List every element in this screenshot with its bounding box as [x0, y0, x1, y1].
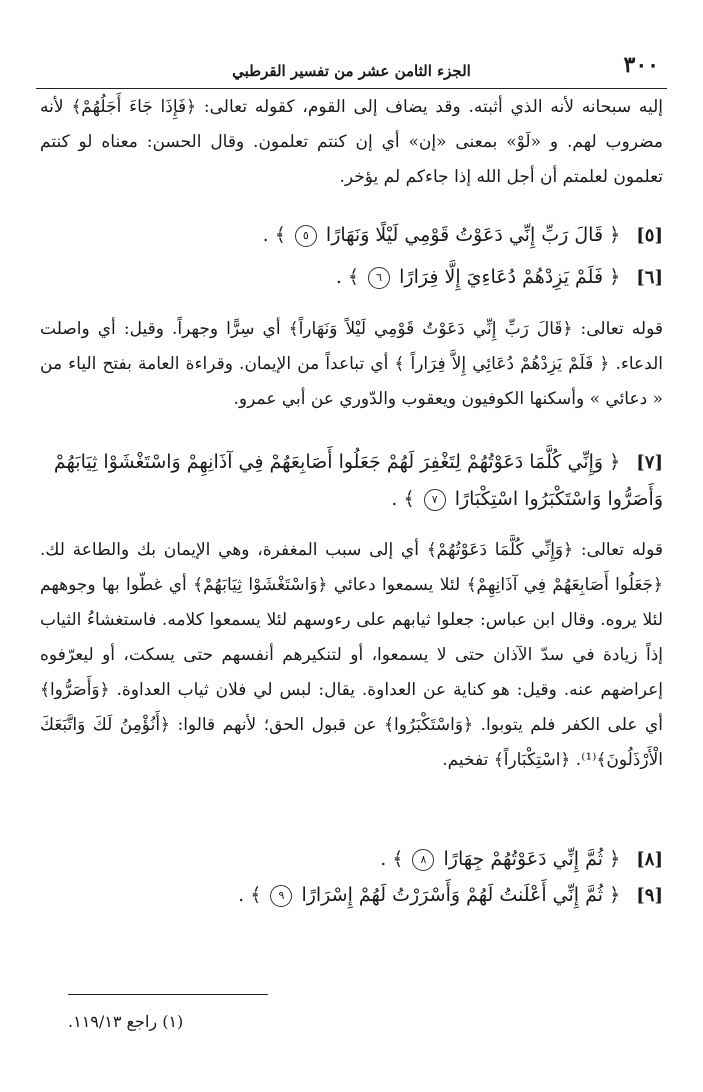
verse-text: ﴿ وَإِنِّي كُلَّمَا دَعَوْتُهُمْ لِتَغْفِرَ لَهُمْ جَعَلُوا أَصَابِعَهُمْ فِي آذَانِهِمْ وَاسْتَغْشَوْا ثِيَابَهُمْ وَأَصَرُّوا وَاسْتَكْبَرُوا اسْتِكْبَارًا — [53, 451, 663, 510]
commentary-paragraph-1: إليه سبحانه لأنه الذي أثبته. وقد يضاف إلى القوم، كقوله تعالى: ﴿فَإِذَا جَاءَ أَجَلُهُمْ﴾ لأنه مضروب لهم. و «لَوْ» بمعنى «إن» أي إن كنتم تعلمون. وقال الحسن: معناه لو كنتم تعلمون لعلمتم أن أجل الله إذا جاءكم لم يؤخر. — [40, 97, 663, 187]
ayah-end-marker: ٦ — [368, 267, 390, 289]
verse-close: ﴾ . — [335, 266, 360, 288]
commentary-paragraph-2: قوله تعالى: ﴿قَالَ رَبِّ إِنِّي دَعَوْتُ قَوْمِي لَيْلاً وَنَهَاراً﴾ أي سِرًّا وجهراً. وقيل: أي واصلت الدعاء. ﴿ فَلَمْ يَزِدْهُمْ دُعَائِي إِلاَّ فِرَاراً ﴾ أي تباعداً من الإيمان. وقراءة العامة بفتح الياء من « دعائي » وأسكنها الكوفيون ويعقوب والدّوري عن أبي عمرو. — [40, 319, 663, 409]
verse-close: ﴾ . — [380, 848, 404, 870]
verse-6 — [40, 266, 663, 289]
verse-number: [٨] — [636, 849, 663, 870]
verse-7 — [40, 444, 663, 517]
verse-text: ﴿ ثُمَّ إِنِّي أَعْلَنتُ لَهُمْ وَأَسْرَرْتُ لَهُمْ إِسْرَارًا — [301, 884, 621, 906]
verse-number: [٩] — [636, 885, 663, 906]
verse-number: [٥] — [636, 225, 663, 246]
footnote-text: (١) راجع ١١٩/١٣. — [68, 1012, 184, 1031]
verse-number: [٦] — [636, 267, 663, 288]
verse-text: ﴿ فَلَمْ يَزِدْهُمْ دُعَاءِيَ إِلَّا فِرَارًا — [399, 266, 621, 288]
verse-8 — [40, 848, 663, 871]
footnote-divider — [68, 994, 268, 995]
footnote — [68, 1012, 663, 1031]
verse-close: ﴾ . — [238, 884, 262, 906]
verse-text: ﴿ ثُمَّ إِنِّي دَعَوْتُهُمْ جِهَارًا — [443, 848, 621, 870]
page-number: ٣٠٠ — [623, 52, 659, 78]
running-title: الجزء الثامن عشر من تفسير القرطبي — [232, 62, 471, 80]
verse-9 — [40, 884, 663, 907]
ayah-end-marker: ٩ — [270, 885, 292, 907]
verse-number: [٧] — [636, 452, 663, 473]
ayah-end-marker: ٨ — [412, 849, 434, 871]
page-header — [36, 52, 667, 89]
ayah-end-marker: ٥ — [295, 225, 317, 247]
ayah-end-marker: ٧ — [424, 489, 446, 511]
verse-text: ﴿ قَالَ رَبِّ إِنِّي دَعَوْتُ قَوْمِي لَيْلًا وَنَهَارًا — [325, 224, 621, 246]
verse-close: ﴾ . — [262, 224, 286, 246]
commentary-paragraph-3: قوله تعالى: ﴿وَإِنِّي كُلَّمَا دَعَوْتُهُمْ﴾ أي إلى سبب المغفرة، وهي الإيمان بك والطاعة لك. ﴿جَعَلُوا أَصَابِعَهُمْ فِي آذَانِهِمْ﴾ لئلا يسمعوا دعائي ﴿وَاسْتَغْشَوْا ثِيَابَهُمْ﴾ أي غطّوا بها وجوههم لئلا يروه. وقال ابن عباس: جعلوا ثيابهم على رءوسهم لئلا يسمعوا كلامه. فاستغشاءُ الثياب إذاً زيادة في سدّ الآذان حتى لا يسمعوا، أو لتنكيرهم أنفسهم حتى يسكت، أو ليعرّفوه إعراضهم عنه. وقيل: هو كناية عن العداوة. يقال: لبس لي فلان ثياب العداوة. ﴿وَأَصَرُّوا﴾ أي على الكفر فلم يتوبوا. ﴿وَاسْتَكْبَرُوا﴾ عن قبول الحق؛ لأنهم قالوا: ﴿أَنُؤْمِنُ لَكَ وَاتَّبَعَكَ الْأَرْذَلُونَ﴾⁽¹⁾. ﴿اسْتِكْبَاراً﴾ تفخيم. — [40, 540, 663, 770]
verse-close: ﴾ . — [391, 488, 415, 510]
verse-5 — [40, 224, 663, 247]
